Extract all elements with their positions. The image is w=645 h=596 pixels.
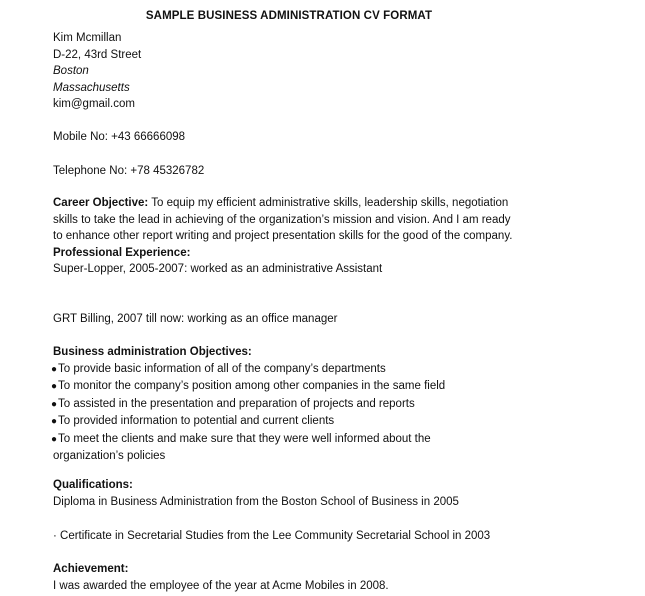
career-objective-text: To equip my efficient administrative skills, leadership skills, negotiation skills to take the lead in achieving of the organization’s mission and vision. And I am ready to enhance other report writing and project presentation skills for the good of the company. [53,197,513,242]
contact-name: Kim Mcmillan [53,32,122,44]
contact-city: Boston [53,65,89,77]
experience-item: GRT Billing, 2007 till now: working as an office manager [53,313,338,325]
experience-item: Super-Lopper, 2005-2007: worked as an administrative Assistant [53,263,383,275]
objective-item: ●To provide basic information of all of the company’s departments [51,361,533,379]
objective-item: ●To meet the clients and make sure that they were well informed about the [51,431,533,449]
objective-item: ●To assisted in the presentation and preparation of projects and reports [51,396,533,414]
qualification-item: · Certificate in Secretarial Studies from the Lee Community Secretarial School in 2003 [53,530,491,542]
document-title: SAMPLE BUSINESS ADMINISTRATION CV FORMAT [145,10,433,22]
bullet-icon: ● [51,363,58,375]
career-objective-paragraph [53,195,523,245]
experience-heading: Professional Experience: [53,246,191,259]
achievement-heading: Achievement: [53,563,129,575]
contact-telephone: Telephone No: +78 45326782 [53,165,205,177]
objective-item: ●To provided information to potential and current clients [51,413,533,431]
objectives-heading: Business administration Objectives: [53,346,252,358]
contact-email: kim@gmail.com [53,98,135,110]
achievement-section [53,561,533,594]
career-objective-heading: Career Objective: [53,197,149,209]
objective-item: ●To monitor the company’s position among other companies in the same field [51,378,533,396]
experience-second [53,311,533,328]
qualifications-heading: Qualifications: [53,479,133,491]
bullet-icon: ● [51,433,58,445]
contact-state: Massachusetts [53,81,130,94]
objective-item-continuation: organization’s policies [53,450,166,462]
contact-street: D-22, 43rd Street [53,48,142,61]
contact-mobile: Mobile No: +43 66666098 [53,131,186,143]
achievement-text: I was awarded the employee of the year at Acme Mobiles in 2008. [53,579,389,592]
qualifications-section [53,477,533,510]
qualification-second [53,528,533,545]
career-objective-section [53,195,523,278]
bullet-icon: ● [51,398,58,410]
qualification-item: Diploma in Business Administration from the Boston School of Business in 2005 [53,495,459,508]
mobile-line [53,129,533,146]
telephone-line [53,163,533,180]
bullet-icon: ● [51,416,58,427]
contact-block [53,30,533,113]
objectives-section [53,344,533,465]
bullet-icon: ● [51,381,58,392]
